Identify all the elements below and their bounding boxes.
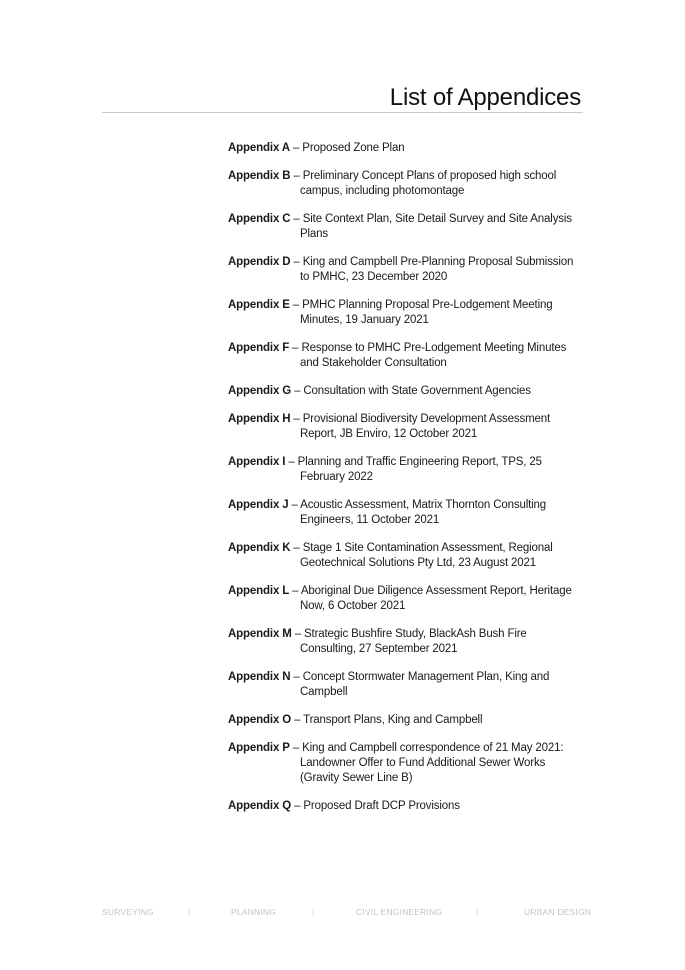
- appendix-description: – King and Campbell correspondence of 21 May 2021: Landowner Offer to Fund Additional Sewer Works (Gravity Sewer Line B): [289, 742, 564, 784]
- appendix-label: Appendix B: [228, 170, 291, 182]
- appendix-h: [228, 412, 583, 442]
- appendix-label: Appendix A: [228, 142, 290, 154]
- appendix-label: Appendix G: [228, 385, 292, 397]
- appendix-label: Appendix K: [228, 542, 291, 554]
- title-divider: [102, 112, 583, 113]
- appendix-label: Appendix N: [228, 671, 291, 683]
- appendix-label: Appendix O: [228, 714, 292, 726]
- appendix-description: – Strategic Bushfire Study, BlackAsh Bush Fire Consulting, 27 September 2021: [291, 628, 527, 655]
- appendix-description: – Proposed Zone Plan: [289, 142, 405, 154]
- appendix-description: – King and Campbell Pre-Planning Proposal Submission to PMHC, 23 December 2020: [290, 256, 574, 283]
- footer-item-urban-design: URBAN DESIGN: [524, 907, 592, 917]
- appendix-o: [228, 713, 583, 728]
- appendix-g: [228, 384, 583, 399]
- appendix-q: [228, 799, 583, 814]
- appendix-description: – Stage 1 Site Contamination Assessment, Regional Geotechnical Solutions Pty Ltd, 23 August 2021: [290, 542, 553, 569]
- appendix-i: [228, 455, 583, 485]
- footer-separator: |: [312, 907, 315, 917]
- appendix-list: [228, 141, 583, 827]
- appendix-l: [228, 584, 583, 614]
- appendix-label: Appendix F: [228, 342, 290, 354]
- footer-separator: |: [476, 907, 479, 917]
- page-title: List of Appendices: [389, 84, 581, 111]
- appendix-description: – Aboriginal Due Diligence Assessment Report, Heritage Now, 6 October 2021: [289, 585, 572, 612]
- appendix-f: [228, 341, 583, 371]
- appendix-description: – Transport Plans, King and Campbell: [291, 714, 483, 726]
- appendix-description: – Site Context Plan, Site Detail Survey and Site Analysis Plans: [290, 213, 572, 240]
- footer-item-surveying: SURVEYING: [102, 907, 154, 917]
- appendix-label: Appendix J: [228, 499, 289, 511]
- appendix-label: Appendix I: [228, 456, 286, 468]
- footer-item-planning: PLANNING: [231, 907, 277, 917]
- appendix-description: – Acoustic Assessment, Matrix Thornton Consulting Engineers, 11 October 2021: [288, 499, 547, 526]
- appendix-p: [228, 741, 583, 786]
- appendix-label: Appendix Q: [228, 800, 292, 812]
- appendix-label: Appendix L: [228, 585, 290, 597]
- footer-separator: |: [188, 907, 191, 917]
- appendix-description: – Concept Stormwater Management Plan, King and Campbell: [290, 671, 550, 698]
- appendix-d: [228, 255, 583, 285]
- appendix-description: – Provisional Biodiversity Development Assessment Report, JB Enviro, 12 October 2021: [290, 413, 551, 440]
- appendix-j: [228, 498, 583, 528]
- footer-item-civil-engineering: CIVIL ENGINEERING: [356, 907, 443, 917]
- appendix-b: [228, 169, 583, 199]
- appendix-m: [228, 627, 583, 657]
- page-footer: [102, 907, 592, 919]
- appendix-description: – Consultation with State Government Agencies: [291, 385, 531, 397]
- appendix-n: [228, 670, 583, 700]
- appendix-description: – Planning and Traffic Engineering Report, TPS, 25 February 2022: [285, 456, 542, 483]
- appendix-description: – Response to PMHC Pre-Lodgement Meeting Minutes and Stakeholder Consultation: [289, 342, 567, 369]
- appendix-a: [228, 141, 583, 156]
- appendix-description: – Preliminary Concept Plans of proposed high school campus, including photomontage: [290, 170, 557, 197]
- appendix-description: – Proposed Draft DCP Provisions: [291, 800, 460, 812]
- appendix-k: [228, 541, 583, 571]
- appendix-label: Appendix D: [228, 256, 291, 268]
- appendix-label: Appendix M: [228, 628, 292, 640]
- appendix-label: Appendix C: [228, 213, 291, 225]
- appendix-c: [228, 212, 583, 242]
- appendix-description: – PMHC Planning Proposal Pre-Lodgement Meeting Minutes, 19 January 2021: [289, 299, 553, 326]
- appendix-label: Appendix H: [228, 413, 291, 425]
- appendix-label: Appendix E: [228, 299, 290, 311]
- appendix-label: Appendix P: [228, 742, 290, 754]
- appendix-e: [228, 298, 583, 328]
